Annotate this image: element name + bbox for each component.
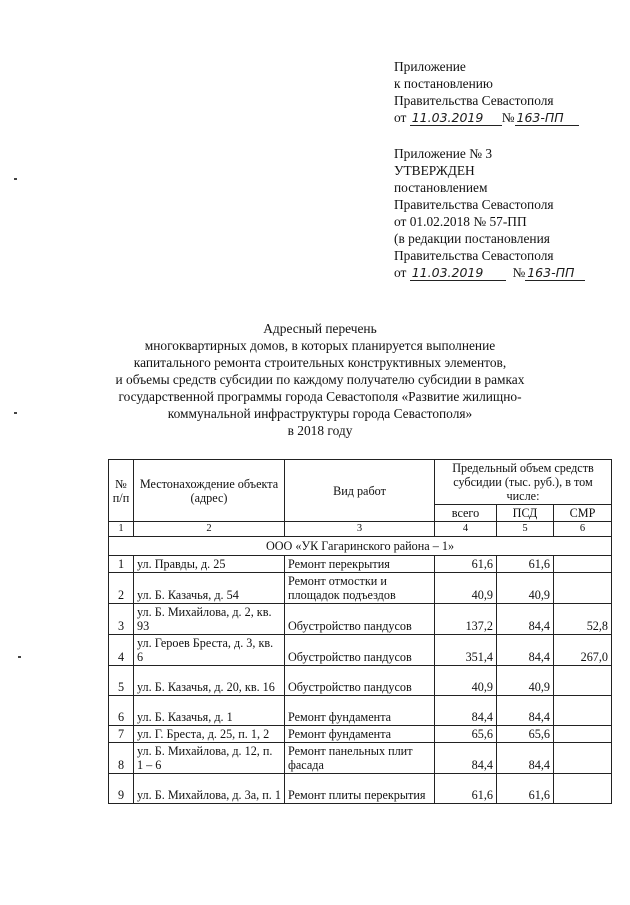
column-index: 6 — [554, 522, 612, 537]
ot-label: от — [394, 265, 407, 280]
row-psd: 65,6 — [497, 726, 554, 743]
row-number: 4 — [109, 635, 134, 666]
row-psd: 84,4 — [497, 604, 554, 635]
annex-line: Приложение — [394, 59, 466, 74]
header-number: № п/п — [109, 460, 134, 522]
row-number: 6 — [109, 696, 134, 726]
annex-line: Правительства Севастополя — [394, 248, 554, 263]
annex-line: Правительства Севастополя — [394, 93, 554, 108]
column-index: 1 — [109, 522, 134, 537]
row-smr — [554, 696, 612, 726]
scan-speck — [14, 178, 17, 180]
row-work-type: Ремонт плиты перекрытия — [285, 774, 435, 804]
header-work-type: Вид работ — [285, 460, 435, 522]
handwritten-number: 163-ПП — [525, 266, 585, 281]
table-row — [109, 743, 612, 774]
row-number: 7 — [109, 726, 134, 743]
annex-reference-block — [394, 58, 579, 126]
table-row — [109, 696, 612, 726]
annex-line: от 01.02.2018 № 57-ПП — [394, 214, 527, 229]
row-psd: 84,4 — [497, 696, 554, 726]
row-psd: 84,4 — [497, 743, 554, 774]
document-title — [80, 320, 560, 439]
row-total: 351,4 — [435, 635, 497, 666]
handwritten-date: 11.03.2019 — [410, 111, 502, 126]
row-psd: 40,9 — [497, 666, 554, 696]
row-address: ул. Б. Казачья, д. 54 — [134, 573, 285, 604]
row-number: 1 — [109, 556, 134, 573]
row-work-type: Ремонт перекрытия — [285, 556, 435, 573]
table-row — [109, 604, 612, 635]
row-number: 8 — [109, 743, 134, 774]
handwritten-date: 11.03.2019 — [410, 266, 506, 281]
row-smr — [554, 556, 612, 573]
row-total: 65,6 — [435, 726, 497, 743]
row-smr: 52,8 — [554, 604, 612, 635]
header-psd: ПСД — [497, 505, 554, 522]
annex-line: Приложение № 3 — [394, 146, 493, 161]
row-work-type: Обустройство пандусов — [285, 666, 435, 696]
column-index: 5 — [497, 522, 554, 537]
annex-date-line — [394, 109, 579, 126]
title-line: многоквартирных домов, в которых планируется выполнение — [144, 338, 496, 353]
column-index-row — [109, 522, 612, 537]
table-row — [109, 573, 612, 604]
row-smr — [554, 774, 612, 804]
row-smr — [554, 743, 612, 774]
row-number: 9 — [109, 774, 134, 804]
row-number: 2 — [109, 573, 134, 604]
column-index: 2 — [134, 522, 285, 537]
row-total: 137,2 — [435, 604, 497, 635]
header-location: Местонахождение объекта (адрес) — [134, 460, 285, 522]
row-total: 84,4 — [435, 696, 497, 726]
title-line: государственной программы города Севастополя «Развитие жилищно- — [118, 389, 522, 404]
row-address: ул. Б. Михайлова, д. 12, п. 1 – 6 — [134, 743, 285, 774]
subsidy-table — [108, 459, 612, 804]
row-smr — [554, 573, 612, 604]
row-address: ул. Героев Бреста, д. 3, кв. 6 — [134, 635, 285, 666]
row-psd: 40,9 — [497, 573, 554, 604]
row-psd: 61,6 — [497, 774, 554, 804]
table-row — [109, 726, 612, 743]
row-total: 40,9 — [435, 666, 497, 696]
header-total: всего — [435, 505, 497, 522]
row-work-type: Ремонт фундамента — [285, 726, 435, 743]
row-address: ул. Правды, д. 25 — [134, 556, 285, 573]
row-smr — [554, 726, 612, 743]
table-row — [109, 666, 612, 696]
number-sign: № — [501, 110, 515, 125]
approved-annex-block — [394, 145, 585, 281]
annex-date-line — [394, 264, 585, 281]
row-address: ул. Г. Бреста, д. 25, п. 1, 2 — [134, 726, 285, 743]
table-row — [109, 556, 612, 573]
scan-speck — [18, 656, 21, 658]
row-number: 3 — [109, 604, 134, 635]
row-work-type: Ремонт фундамента — [285, 696, 435, 726]
row-work-type: Ремонт панельных плит фасада — [285, 743, 435, 774]
header-subsidy-limit: Предельный объем средств субсидии (тыс. руб.), в том числе: — [435, 460, 612, 505]
annex-line: УТВЕРЖДЕН — [394, 163, 475, 178]
row-smr — [554, 666, 612, 696]
row-total: 61,6 — [435, 774, 497, 804]
annex-line: Правительства Севастополя — [394, 197, 554, 212]
title-line: капитального ремонта строительных конструктивных элементов, — [133, 355, 507, 370]
title-line: Адресный перечень — [263, 321, 377, 336]
row-total: 40,9 — [435, 573, 497, 604]
table-body — [109, 556, 612, 804]
row-address: ул. Б. Михайлова, д. 3а, п. 1 — [134, 774, 285, 804]
ot-label: от — [394, 110, 407, 125]
row-work-type: Ремонт отмостки и площадок подъездов — [285, 573, 435, 604]
row-address: ул. Б. Михайлова, д. 2, кв. 93 — [134, 604, 285, 635]
row-total: 61,6 — [435, 556, 497, 573]
annex-line: постановлением — [394, 180, 488, 195]
row-address: ул. Б. Казачья, д. 20, кв. 16 — [134, 666, 285, 696]
row-work-type: Обустройство пандусов — [285, 604, 435, 635]
table-row — [109, 635, 612, 666]
number-sign: № — [512, 265, 526, 280]
column-index: 4 — [435, 522, 497, 537]
row-smr: 267,0 — [554, 635, 612, 666]
title-line: коммунальной инфраструктуры города Севастополя» — [167, 406, 473, 421]
column-index: 3 — [285, 522, 435, 537]
row-psd: 61,6 — [497, 556, 554, 573]
title-line: в 2018 году — [287, 423, 353, 438]
row-address: ул. Б. Казачья, д. 1 — [134, 696, 285, 726]
row-work-type: Обустройство пандусов — [285, 635, 435, 666]
handwritten-number: 163-ПП — [515, 111, 579, 126]
scan-speck — [14, 412, 17, 414]
header-smr: СМР — [554, 505, 612, 522]
table-row — [109, 774, 612, 804]
row-psd: 84,4 — [497, 635, 554, 666]
row-number: 5 — [109, 666, 134, 696]
section-header: ООО «УК Гагаринского района – 1» — [109, 537, 612, 556]
annex-line: к постановлению — [394, 76, 493, 91]
row-total: 84,4 — [435, 743, 497, 774]
title-line: и объемы средств субсидии по каждому получателю субсидии в рамках — [115, 372, 525, 387]
annex-line: (в редакции постановления — [394, 231, 550, 246]
